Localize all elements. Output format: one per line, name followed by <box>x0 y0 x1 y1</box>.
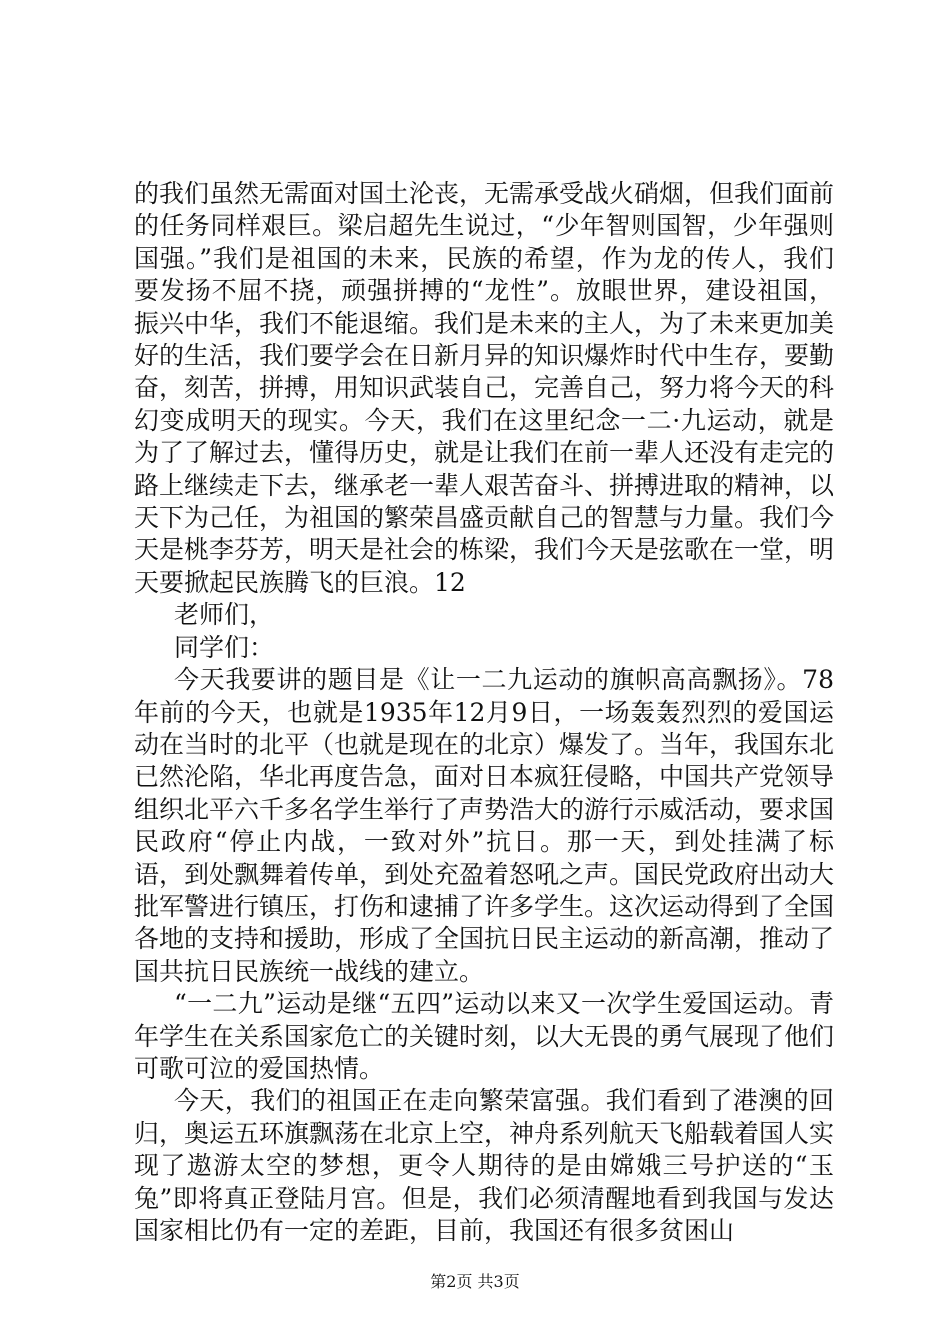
paragraph-topic: 今天我要讲的题目是《让一二九运动的旗帜高高飘扬》。78年前的今天，也就是1935年12月9日，一场轰轰烈烈的爱国运动在当时的北平（也就是现在的北京）爆发了。当年，我国东北已然沦陷，华北再度告急，面对日本疯狂侵略，中国共产党领导组织北平六千多名学生举行了声势浩大的游行示威活动，要求国民政府“停止内战，一致对外”抗日。那一天，到处挂满了标语，到处飘舞着传单，到处充盈着怒吼之声。国民党政府出动大批军警进行镇压，打伤和逮捕了许多学生。这次运动得到了全国各地的支持和援助，形成了全国抗日民主运动的新高潮，推动了国共抗日民族统一战线的建立。 <box>134 665 835 986</box>
paragraph-movement: “一二九”运动是继“五四”运动以来又一次学生爱国运动。青年学生在关系国家危亡的关键时刻，以大无畏的勇气展现了他们可歌可泣的爱国热情。 <box>134 989 835 1083</box>
paragraph-1: 的我们虽然无需面对国土沦丧，无需承受战火硝烟，但我们面前的任务同样艰巨。梁启超先生说过，“少年智则国智，少年强则国强。”我们是祖国的未来，民族的希望，作为龙的传人，我们要发扬不屈不挠，顽强拼搏的“龙性”。放眼世界，建设祖国，振兴中华，我们不能退缩。我们是未来的主人，为了未来更加美好的生活，我们要学会在日新月异的知识爆炸时代中生存，要勤奋，刻苦，拼搏，用知识武装自己，完善自己，努力将今天的科幻变成明天的现实。今天，我们在这里纪念一二·九运动，就是为了了解过去，懂得历史，就是让我们在前一辈人还没有走完的路上继续走下去，继承老一辈人艰苦奋斗、拼搏进取的精神，以天下为己任，为祖国的繁荣昌盛贡献自己的智慧与力量。我们今天是桃李芬芳，明天是社会的栋梁，我们今天是弦歌在一堂，明天要掀起民族腾飞的巨浪。12 <box>134 179 835 597</box>
paragraph-today: 今天，我们的祖国正在走向繁荣富强。我们看到了港澳的回归，奥运五环旗飘荡在北京上空，神舟系列航天飞船载着国人实现了遨游太空的梦想，更令人期待的是由嫦娥三号护送的“玉兔”即将真正登陆月宫。但是，我们必须清醒地看到我国与发达国家相比仍有一定的差距，目前，我国还有很多贫困山 <box>134 1086 835 1245</box>
greeting-teachers: 老师们， <box>174 600 275 630</box>
document-body <box>134 178 834 1247</box>
page-footer: 第2页 共3页 <box>430 1272 520 1291</box>
greeting-students: 同学们： <box>174 632 275 662</box>
